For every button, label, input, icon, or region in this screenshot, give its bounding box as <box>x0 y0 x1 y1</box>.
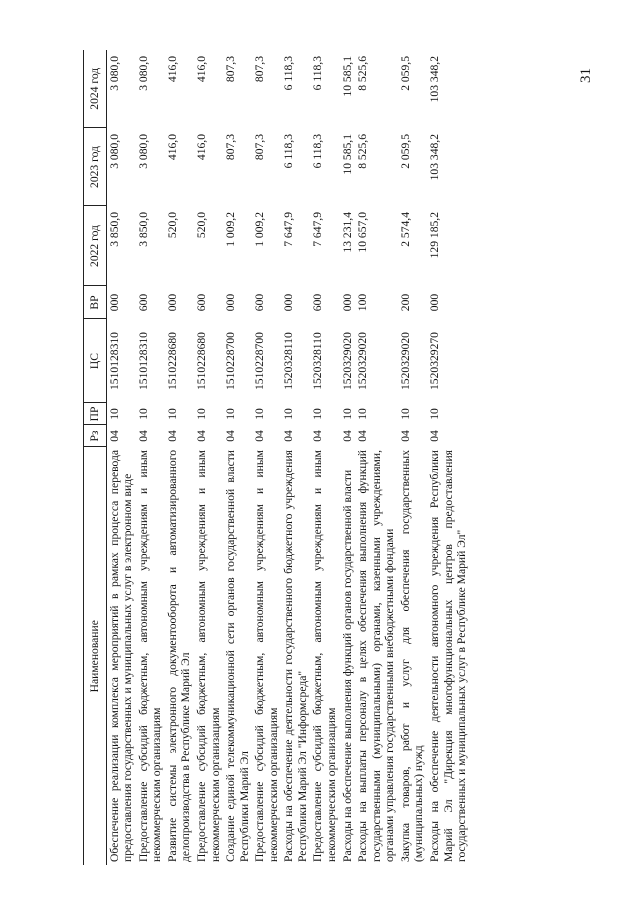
table-row <box>427 50 470 865</box>
cell-vr: 600 <box>136 293 150 312</box>
header-2023: 2023 год <box>84 128 107 206</box>
cell-name: Создание единой телекоммуникационной сети органов государственной власти Республики Марий Эл <box>224 450 251 862</box>
cell-cs: 1520329270 <box>427 332 441 390</box>
cell-rz: 04 <box>282 430 296 442</box>
cell-vr: 000 <box>282 293 296 312</box>
table-row <box>310 50 339 865</box>
table-row <box>252 50 281 865</box>
cell-pr: 10 <box>282 408 296 420</box>
cell-name: Расходы на обеспечение деятельности автономного учреждения Республики Марий Эл "Дирекция многофункциональных центров предоставления государственных и муниципальных услуг в Республике Марий Эл" <box>427 450 469 862</box>
cell-rz: 04 <box>427 430 441 442</box>
cell-name: Предоставление субсидий бюджетным, автономным учреждениям и иным некоммерческим организациям <box>253 450 280 862</box>
cell-2023: 2 059,5 <box>398 134 412 169</box>
cell-rz: 04 <box>340 430 354 442</box>
table-row <box>340 50 356 865</box>
cell-2023: 8 525,6 <box>356 134 370 169</box>
cell-pr: 10 <box>136 408 150 420</box>
cell-pr: 10 <box>194 408 208 420</box>
table-row <box>355 50 398 865</box>
cell-2023: 416,0 <box>194 134 208 161</box>
cell-2024: 807,3 <box>253 56 267 83</box>
cell-pr: 10 <box>340 408 354 420</box>
cell-2023: 103 348,2 <box>427 134 441 181</box>
cell-2023: 807,3 <box>224 134 238 161</box>
cell-pr: 10 <box>311 408 325 420</box>
cell-2022: 13 231,4 <box>340 212 354 253</box>
table-header-row <box>84 50 107 865</box>
cell-name: Закупка товаров, работ и услуг для обеспечения государственных (муниципальных) нужд <box>398 450 426 862</box>
cell-2024: 416,0 <box>194 56 208 83</box>
cell-cs: 1520329020 <box>398 332 412 390</box>
cell-2022: 7 647,9 <box>282 212 296 247</box>
cell-name: Предоставление субсидий бюджетным, автономным учреждениям и иным некоммерческим организациям <box>136 450 164 862</box>
cell-2023: 3 080,0 <box>107 134 121 169</box>
cell-name: Расходы на обеспечение выполнения функций органов государственной власти <box>340 469 354 862</box>
cell-rz: 04 <box>398 430 412 442</box>
cell-cs: 1510128310 <box>136 332 150 390</box>
cell-name: Расходы на обеспечение деятельности государственного бюджетного учреждения Республики Марий Эл "Информсреда" <box>282 450 309 862</box>
cell-2024: 3 080,0 <box>136 56 150 91</box>
cell-2024: 6 118,3 <box>282 56 296 91</box>
cell-vr: 000 <box>340 293 354 312</box>
cell-2022: 2 574,4 <box>398 212 412 247</box>
cell-pr: 10 <box>356 408 370 420</box>
cell-cs: 1510228680 <box>194 332 208 390</box>
cell-vr: 000 <box>427 293 441 312</box>
cell-vr: 600 <box>253 293 267 312</box>
budget-table <box>83 50 470 865</box>
cell-cs: 1520328110 <box>311 332 325 390</box>
cell-2024: 2 059,5 <box>398 56 412 91</box>
cell-2022: 3 850,0 <box>136 212 150 247</box>
cell-2024: 103 348,2 <box>427 56 441 103</box>
cell-2022: 7 647,9 <box>311 212 325 247</box>
cell-2022: 1 009,2 <box>253 212 267 247</box>
header-rz: Рз <box>84 425 107 447</box>
cell-vr: 000 <box>107 293 121 312</box>
cell-cs: 1510228680 <box>165 332 179 390</box>
cell-2022: 10 657,0 <box>356 212 370 253</box>
table-row <box>165 50 194 865</box>
cell-2024: 6 118,3 <box>311 56 325 91</box>
cell-rz: 04 <box>194 430 208 442</box>
cell-2024: 8 525,6 <box>356 56 370 91</box>
cell-2022: 3 850,0 <box>107 212 121 247</box>
cell-2024: 807,3 <box>224 56 238 83</box>
cell-2024: 3 080,0 <box>107 56 121 91</box>
cell-rz: 04 <box>165 430 179 442</box>
cell-name: Расходы на выплаты персоналу в целях обеспечения выполнения функций государственными (муниципальными) органами, казенными учреждениями, органами управления государственными внебюджетными фондами <box>356 450 397 862</box>
header-vr: ВР <box>84 286 107 319</box>
header-2022: 2022 год <box>84 206 107 286</box>
table-body <box>106 50 470 865</box>
cell-rz: 04 <box>136 430 150 442</box>
table-row <box>398 50 427 865</box>
cell-rz: 04 <box>311 430 325 442</box>
cell-vr: 000 <box>224 293 238 312</box>
cell-pr: 10 <box>107 408 121 420</box>
cell-rz: 04 <box>224 430 238 442</box>
cell-2022: 129 185,2 <box>427 212 441 259</box>
cell-2023: 416,0 <box>165 134 179 161</box>
cell-2024: 10 585,1 <box>340 56 354 97</box>
cell-cs: 1520329020 <box>340 332 354 390</box>
cell-pr: 10 <box>427 408 441 420</box>
cell-cs: 1510128310 <box>107 332 121 390</box>
table-row <box>281 50 310 865</box>
cell-cs: 1510228700 <box>224 332 238 390</box>
cell-2022: 1 009,2 <box>224 212 238 247</box>
cell-vr: 100 <box>356 293 370 312</box>
cell-2023: 3 080,0 <box>136 134 150 169</box>
header-2024: 2024 год <box>84 50 107 128</box>
table-row <box>106 50 136 865</box>
cell-2023: 807,3 <box>253 134 267 161</box>
cell-vr: 600 <box>194 293 208 312</box>
table-row <box>194 50 223 865</box>
cell-cs: 1520329020 <box>356 332 370 390</box>
cell-name: Предоставление субсидий бюджетным, автономным учреждениям и иным некоммерческим организациям <box>311 450 338 862</box>
cell-vr: 600 <box>311 293 325 312</box>
cell-rz: 04 <box>107 430 121 442</box>
cell-2023: 6 118,3 <box>282 134 296 169</box>
cell-pr: 10 <box>165 408 179 420</box>
cell-vr: 000 <box>165 293 179 312</box>
cell-pr: 10 <box>398 408 412 420</box>
cell-pr: 10 <box>224 408 238 420</box>
cell-2023: 10 585,1 <box>340 134 354 175</box>
cell-cs: 1510228700 <box>253 332 267 390</box>
cell-2022: 520,0 <box>165 212 179 239</box>
cell-2022: 520,0 <box>194 212 208 239</box>
cell-rz: 04 <box>356 430 370 442</box>
header-cs: ЦС <box>84 319 107 403</box>
header-name: Наименование <box>84 447 107 865</box>
table-row <box>136 50 165 865</box>
header-pr: ПР <box>84 403 107 425</box>
cell-pr: 10 <box>253 408 267 420</box>
cell-2023: 6 118,3 <box>311 134 325 169</box>
cell-name: Развитие системы электронного документооборота и автоматизированного делопроизводства в Республике Марий Эл <box>165 450 193 862</box>
cell-name: Предоставление субсидий бюджетным, автономным учреждениям и иным некоммерческим организациям <box>194 450 222 862</box>
cell-name: Обеспечение реализации комплекса мероприятий в рамках процесса перевода предоставления государственных и муниципальных услуг в электронном виде <box>107 450 135 862</box>
cell-2024: 416,0 <box>165 56 179 83</box>
cell-rz: 04 <box>253 430 267 442</box>
page-number: 31 <box>578 68 594 83</box>
cell-cs: 1520328110 <box>282 332 296 390</box>
table-row <box>223 50 252 865</box>
cell-vr: 200 <box>398 293 412 312</box>
